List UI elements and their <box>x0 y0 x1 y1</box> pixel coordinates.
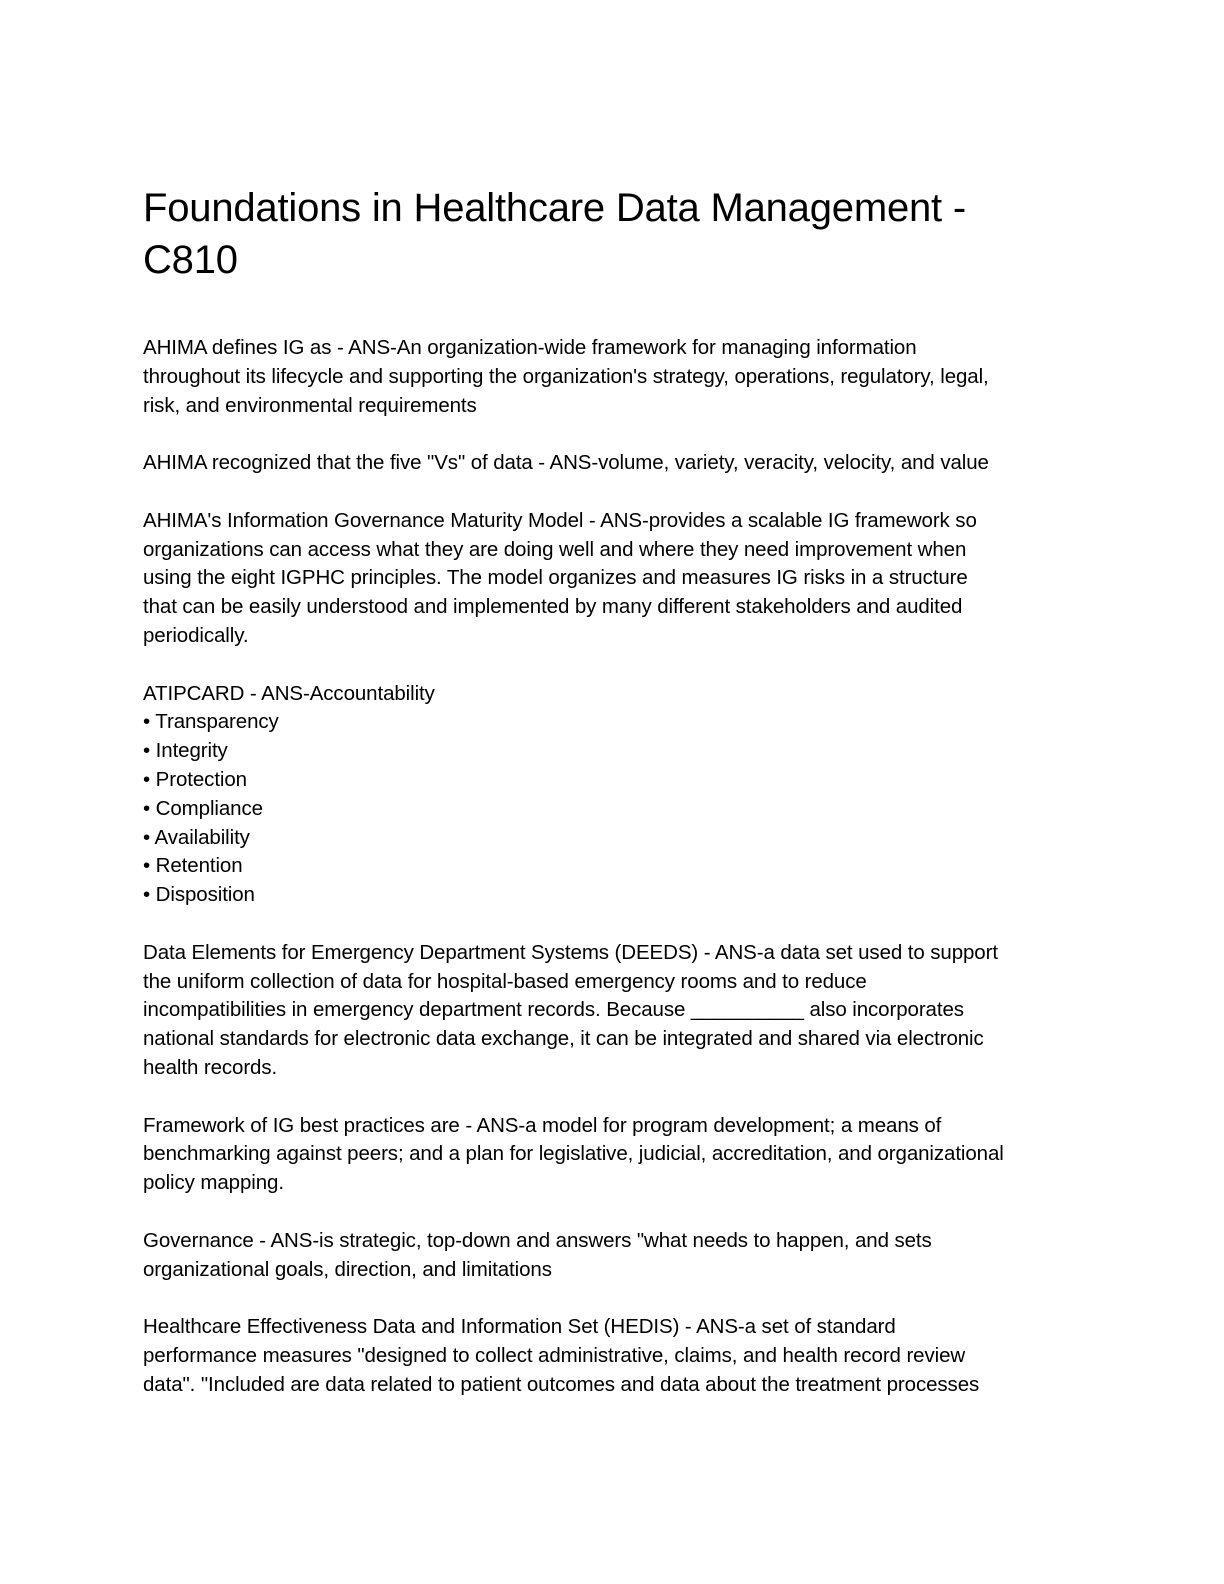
list-item: • Compliance <box>143 796 263 820</box>
title-line: Foundations in Healthcare Data Management - <box>143 186 966 230</box>
document-title <box>143 182 1083 286</box>
paragraph-hedis <box>143 1313 1083 1399</box>
paragraph-maturity-model <box>143 507 1083 651</box>
text-line: using the eight IGPHC principles. The model organizes and measures IG risks in a structure <box>143 566 968 590</box>
paragraph-deeds <box>143 939 1083 1083</box>
text-line: ATIPCARD - ANS-Accountability <box>143 681 435 705</box>
text-line: the uniform collection of data for hospital-based emergency rooms and to reduce <box>143 969 867 993</box>
text-line: AHIMA defines IG as - ANS-An organization-wide framework for managing information <box>143 336 917 359</box>
list-item: • Transparency <box>143 710 279 734</box>
list-item: • Availability <box>143 825 250 849</box>
text-line: performance measures "designed to collect administrative, claims, and health record review <box>143 1343 966 1367</box>
text-line: throughout its lifecycle and supporting the organization's strategy, operations, regulatory, legal, <box>143 364 989 388</box>
text-line: incompatibilities in emergency department records. Because __________ also incorporates <box>143 998 964 1022</box>
text-line: AHIMA's Information Governance Maturity Model - ANS-provides a scalable IG framework so <box>143 508 977 532</box>
text-line: periodically. <box>143 623 249 647</box>
text-line: that can be easily understood and implemented by many different stakeholders and audited <box>143 595 963 619</box>
list-item: • Integrity <box>143 739 228 763</box>
text-line: health records. <box>143 1055 278 1079</box>
list-item: • Protection <box>143 767 247 791</box>
title-line: C810 <box>143 238 238 282</box>
text-line: risk, and environmental requirements <box>143 393 477 417</box>
paragraph-atipcard <box>143 680 1083 910</box>
paragraph-ig-definition <box>143 334 1083 420</box>
text-line: data". "Included are data related to patient outcomes and data about the treatment processes <box>143 1372 980 1396</box>
text-line: AHIMA recognized that the five "Vs" of data - ANS-volume, variety, veracity, velocity, and value <box>143 451 989 475</box>
text-line: Framework of IG best practices are - ANS-a model for program development; a means of <box>143 1113 942 1137</box>
paragraph-governance <box>143 1227 1083 1285</box>
list-item: • Retention <box>143 854 243 878</box>
text-line: policy mapping. <box>143 1171 284 1195</box>
text-line: organizational goals, direction, and limitations <box>143 1257 552 1281</box>
text-line: Healthcare Effectiveness Data and Information Set (HEDIS) - ANS-a set of standard <box>143 1315 896 1339</box>
paragraph-ig-framework <box>143 1112 1083 1198</box>
text-line: Governance - ANS-is strategic, top-down and answers "what needs to happen, and sets <box>143 1228 932 1252</box>
text-line: benchmarking against peers; and a plan for legislative, judicial, accreditation, and organizational <box>143 1142 1004 1166</box>
paragraph-five-vs <box>143 449 1083 478</box>
document-page <box>143 182 1083 1428</box>
list-item: • Disposition <box>143 883 255 907</box>
text-line: organizations can access what they are doing well and where they need improvement when <box>143 537 967 561</box>
text-line: national standards for electronic data exchange, it can be integrated and shared via electronic <box>143 1027 984 1051</box>
text-line: Data Elements for Emergency Department Systems (DEEDS) - ANS-a data set used to support <box>143 940 998 964</box>
